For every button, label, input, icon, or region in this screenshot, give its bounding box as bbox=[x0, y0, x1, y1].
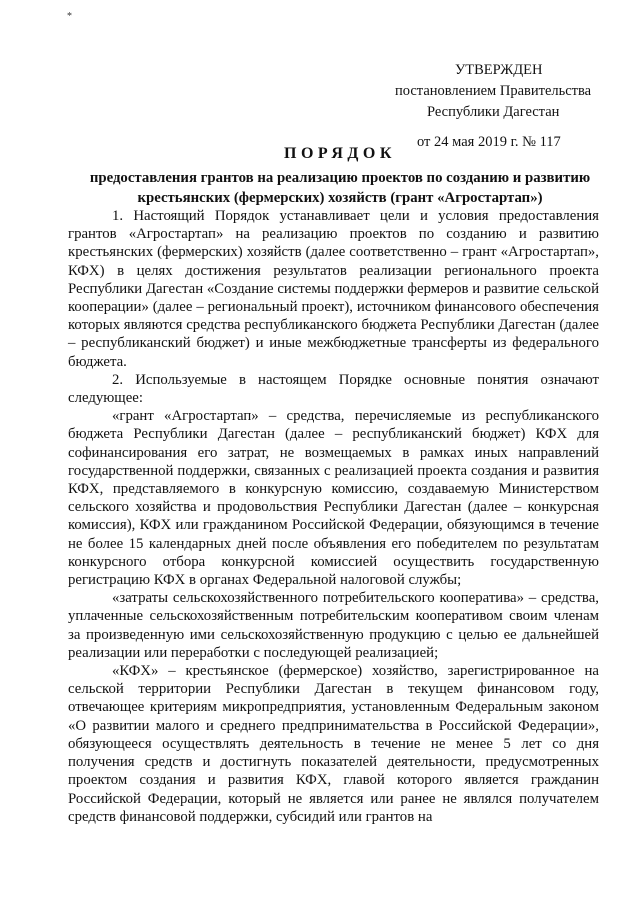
approval-heading: УТВЕРЖДЕН bbox=[455, 62, 543, 78]
document-title: ПОРЯДОК bbox=[284, 145, 396, 162]
approval-stamp bbox=[395, 60, 591, 153]
definition-kfh: «КФХ» – крестьянское (фермерское) хозяйство, зарегистрированное на сельской территории Республики Дагестан в текущем финансовом году, отвечающее критериям микропредприятия, установленным Федеральным законом «О развитии малого и среднего предпринимательства в Российской Федерации», обязующееся осуществлять деятельность в течение не менее 5 лет со дня получения средств и достигнуть показателей деятельности, предусмотренных проектом создания и развития КФХ, главой которого является гражданин Российской Федерации, который не является или ранее не являлся получателем средств финансовой поддержки, субсидий или грантов на bbox=[68, 663, 599, 825]
paragraph-1: 1. Настоящий Порядок устанавливает цели и условия предоставления грантов «Агростартап» на реализацию проектов по созданию и развитию крестьянских (фермерских) хозяйств (далее соответственно – грант «Агростартап», КФХ) в целях достижения результатов реализации регионального проекта Республики Дагестан «Создание системы поддержки фермеров и развитие сельской кооперации» (далее – региональный проект), источником финансового обеспечения которых являются средства республиканского бюджета Республики Дагестан (далее – республиканский бюджет) и иные межбюджетные трансферты из федерального бюджета. bbox=[68, 208, 599, 370]
subtitle-line-1: предоставления грантов на реализацию проектов по созданию и развитию bbox=[89, 170, 591, 186]
document-subtitle bbox=[60, 168, 620, 208]
approval-line-republic: Республики Дагестан bbox=[427, 104, 560, 120]
paragraph-2: 2. Используемые в настоящем Порядке основные понятия означают следующее: bbox=[68, 371, 599, 407]
document-body bbox=[68, 207, 599, 826]
document-header bbox=[60, 144, 620, 208]
page-mark: * bbox=[67, 11, 72, 22]
definition-grant: «грант «Агростартап» – средства, перечисляемые из республиканского бюджета Республики Дагестан (далее – республиканский бюджет) КФХ для софинансирования его затрат, не возмещаемых в рамках иных направлений государственной поддержки, связанных с реализацией проекта создания и развития КФХ, представляемого в конкурсную комиссию, создаваемую Министерством сельского хозяйства и продовольствия Республики Дагестан (далее – конкурсная комиссия), КФХ или гражданином Российской Федерации, обязующимся в течение не более 15 календарных дней после объявления его победителем по результатам конкурсного отбора конкурсной комиссией осуществить государственную регистрацию КФХ в органах Федеральной налоговой службы; bbox=[68, 408, 599, 589]
approval-date: от 24 мая 2019 г. № 117 bbox=[417, 134, 561, 150]
subtitle-line-2: крестьянских (фермерских) хозяйств (грант «Агростартап») bbox=[137, 190, 543, 206]
approval-line-resolution: постановлением Правительства bbox=[395, 83, 592, 99]
definition-costs: «затраты сельскохозяйственного потребительского кооператива» – средства, уплаченные сельскохозяйственным потребительским кооперативом своим членам за произведенную ими сельскохозяйственную продукцию с целью ее дальнейшей реализации или переработки с последующей реализацией; bbox=[68, 590, 599, 661]
